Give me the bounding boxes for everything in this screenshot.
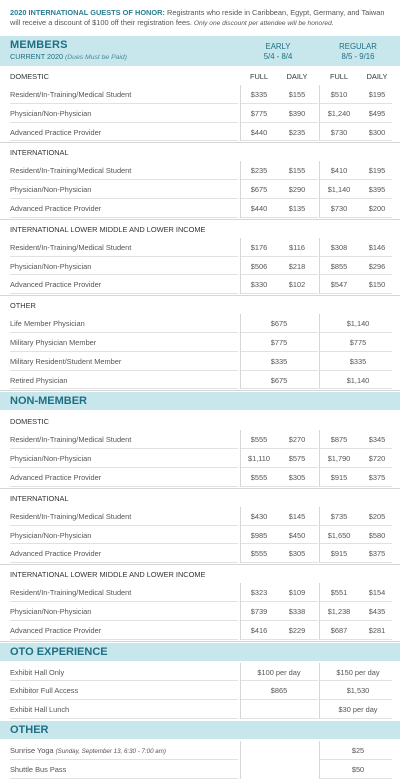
regular-price: $150 per day	[336, 667, 380, 677]
row-label: Military Physician Member	[10, 338, 97, 347]
table-row	[0, 681, 400, 700]
table-row	[0, 430, 400, 449]
table-row	[0, 663, 400, 682]
early-full-price: $555	[250, 549, 268, 559]
early-column-header	[238, 42, 318, 61]
row-divider	[10, 639, 238, 640]
row-label: Advanced Practice Provider	[10, 204, 102, 213]
regular-full-price: $855	[330, 261, 348, 271]
early-daily-price: $575	[288, 454, 306, 464]
category-heading	[0, 143, 400, 161]
regular-column-header	[318, 42, 398, 61]
row-divider	[240, 293, 318, 294]
category-heading	[0, 565, 400, 583]
early-daily-price: $155	[288, 166, 306, 176]
early-price: $775	[270, 338, 288, 347]
row-label	[10, 746, 166, 755]
other-header-title: OTHER	[10, 724, 49, 736]
row-label: Physician/Non-Physician	[10, 108, 92, 118]
regular-full-price: $551	[330, 588, 348, 598]
discount-note: Only one discount per attendee will be honored.	[193, 19, 334, 27]
early-daily-price: $155	[288, 90, 306, 99]
regular-daily-price: $281	[368, 625, 386, 635]
early-full-price: $1,110	[247, 454, 271, 464]
early-price: $675	[270, 319, 288, 329]
regular-daily-price: $200	[368, 204, 386, 213]
early-full-price: $323	[250, 588, 268, 598]
oto-header	[0, 643, 400, 661]
category-heading-label: INTERNATIONAL LOWER MIDDLE AND LOWER INCOME	[10, 570, 206, 580]
regular-full-price: $730	[330, 204, 348, 213]
regular-daily-price: $146	[368, 242, 386, 252]
column-divider	[319, 741, 320, 779]
row-divider	[240, 562, 318, 563]
row-label: Advanced Practice Provider	[10, 473, 102, 482]
regular-full-price: $1,790	[327, 454, 351, 464]
row-label-note: (Sunday, September 13, 6:30 - 7:00 am)	[55, 748, 166, 755]
regular-daily-price: $375	[368, 473, 386, 482]
regular-daily-price: $495	[368, 108, 386, 118]
early-price: $865	[270, 686, 288, 696]
regular-daily-price: $150	[368, 280, 386, 290]
table-row	[0, 449, 400, 468]
row-label: Physician/Non-Physician	[10, 261, 92, 271]
early-price: $100 per day	[257, 667, 301, 677]
early-full-price: $555	[250, 435, 268, 445]
row-label: Exhibit Hall Lunch	[10, 705, 70, 715]
row-label: Advanced Practice Provider	[10, 280, 102, 290]
category-heading-label: INTERNATIONAL	[10, 148, 69, 158]
early-full-price: $440	[250, 204, 268, 213]
early-daily-price: $229	[288, 625, 306, 635]
early-daily-price: $109	[288, 588, 306, 598]
early-price: $675	[270, 375, 288, 385]
column-divider	[240, 583, 241, 639]
table-row	[0, 123, 400, 142]
early-daily-price: $235	[288, 127, 306, 137]
guests-of-honor-note	[10, 8, 392, 28]
category-heading	[0, 489, 400, 507]
early-full-price: $775	[250, 108, 268, 118]
row-label: Retired Physician	[10, 375, 68, 385]
row-divider	[320, 718, 392, 719]
row-label: Advanced Practice Provider	[10, 625, 102, 635]
row-label: Life Member Physician	[10, 319, 85, 329]
row-divider	[10, 778, 238, 779]
column-divider	[240, 430, 241, 486]
early-daily-price: $116	[289, 242, 305, 252]
regular-dates: 8/5 - 9/16	[341, 51, 375, 61]
regular-full-price: $308	[330, 242, 348, 252]
early-full-price: $330	[250, 280, 268, 290]
table-row	[0, 526, 400, 545]
early-daily-price: $102	[288, 280, 306, 290]
regular-daily-price: $580	[368, 530, 386, 540]
row-label: Physician/Non-Physician	[10, 454, 92, 464]
row-label: Exhibitor Full Access	[10, 686, 79, 696]
regular-full-price: $1,140	[327, 185, 351, 195]
category-heading-label: DOMESTIC	[10, 72, 50, 81]
row-label: Physician/Non-Physician	[10, 607, 92, 616]
guests-of-honor-lead: 2020 INTERNATIONAL GUESTS OF HONOR:	[10, 8, 165, 17]
table-row	[0, 700, 400, 719]
table-row	[0, 161, 400, 180]
table-row	[0, 741, 400, 760]
regular-full-price: $915	[330, 473, 348, 482]
row-divider	[320, 217, 392, 218]
category-heading	[0, 67, 400, 85]
table-row	[0, 621, 400, 640]
row-label: Advanced Practice Provider	[10, 127, 102, 137]
table-row	[0, 238, 400, 257]
regular-full-price: $875	[330, 435, 348, 445]
early-full-price: $430	[250, 511, 268, 521]
regular-price: $25	[351, 746, 365, 755]
regular-daily-price: $345	[368, 435, 386, 445]
regular-full-price: $547	[330, 280, 348, 290]
early-daily-price: $450	[288, 530, 306, 540]
column-divider	[240, 663, 241, 719]
section-divider	[0, 641, 400, 642]
row-label: Physician/Non-Physician	[10, 530, 92, 540]
table-row	[0, 257, 400, 276]
table-row	[0, 583, 400, 602]
regular-daily-header: DAILY	[366, 72, 388, 81]
oto-header-title: OTO EXPERIENCE	[10, 645, 108, 658]
table-row	[0, 314, 400, 333]
row-label: Resident/In-Training/Medical Student	[10, 242, 132, 252]
regular-full-price: $1,650	[327, 530, 351, 540]
category-heading-label: INTERNATIONAL	[10, 493, 69, 503]
regular-title: REGULAR	[339, 42, 377, 51]
column-divider	[240, 161, 241, 217]
regular-price: $775	[349, 338, 367, 347]
row-label-text: Sunrise Yoga	[10, 746, 54, 755]
row-label	[10, 765, 66, 774]
table-row	[0, 85, 400, 104]
row-label: Physician/Non-Physician	[10, 185, 92, 195]
regular-daily-price: $205	[368, 511, 386, 521]
table-row	[0, 760, 400, 779]
column-divider	[319, 238, 320, 294]
row-divider	[240, 140, 318, 141]
early-full-price: $555	[250, 473, 268, 482]
regular-full-price: $915	[330, 549, 348, 559]
row-label: Resident/In-Training/Medical Student	[10, 90, 132, 99]
regular-daily-price: $195	[368, 90, 386, 99]
table-row	[0, 180, 400, 199]
row-label-text: Shuttle Bus Pass	[10, 764, 67, 774]
regular-price: $50	[351, 764, 365, 774]
table-row	[0, 333, 400, 352]
column-divider	[319, 507, 320, 563]
early-daily-header: DAILY	[286, 72, 308, 81]
row-label: Resident/In-Training/Medical Student	[10, 588, 132, 598]
early-full-price: $675	[250, 185, 268, 195]
table-row	[0, 371, 400, 390]
row-divider	[320, 293, 392, 294]
regular-price: $1,140	[346, 319, 370, 329]
table-row	[0, 468, 400, 487]
row-label: Advanced Practice Provider	[10, 549, 102, 559]
early-daily-price: $218	[288, 261, 306, 271]
table-row	[0, 275, 400, 294]
row-divider	[10, 718, 238, 719]
other-header	[0, 721, 400, 739]
early-dates: 5/4 - 8/4	[263, 51, 293, 61]
column-divider	[240, 314, 241, 389]
row-label: Military Resident/Student Member	[10, 356, 122, 366]
category-heading	[0, 220, 400, 238]
members-current-label: CURRENT 2020	[10, 52, 63, 61]
row-divider	[320, 639, 392, 640]
table-row	[0, 507, 400, 526]
row-divider	[240, 486, 318, 487]
table-row	[0, 104, 400, 123]
early-full-price: $235	[250, 166, 268, 176]
guests-of-honor-text: Registrants who reside in Caribbean, Egypt, Germany, and Taiwan will receive a discount of $100 off their registration fees.	[10, 8, 385, 27]
table-row	[0, 352, 400, 371]
column-divider	[319, 161, 320, 217]
column-divider	[240, 85, 241, 141]
early-daily-price: $270	[288, 435, 306, 445]
regular-full-price: $1,240	[327, 108, 351, 118]
column-divider	[319, 314, 320, 389]
regular-daily-price: $300	[368, 127, 386, 137]
early-daily-price: $338	[288, 607, 306, 616]
row-divider	[240, 639, 318, 640]
row-divider	[320, 486, 392, 487]
table-row	[0, 544, 400, 563]
row-divider	[240, 217, 318, 218]
regular-price: $1,530	[346, 686, 370, 696]
early-full-price: $440	[250, 127, 268, 137]
row-divider	[320, 388, 392, 389]
early-full-price: $416	[250, 625, 268, 635]
regular-daily-price: $154	[368, 588, 386, 598]
category-heading	[0, 296, 400, 314]
early-daily-price: $145	[288, 511, 306, 521]
early-daily-price: $135	[288, 204, 306, 213]
regular-full-price: $510	[330, 90, 348, 99]
members-subtitle	[10, 52, 127, 61]
members-dues-note: (Dues Must be Paid)	[65, 54, 127, 61]
row-divider	[240, 388, 318, 389]
regular-price: $30 per day	[338, 705, 378, 715]
regular-full-price: $1,238	[327, 607, 351, 616]
regular-daily-price: $375	[368, 549, 386, 559]
row-divider	[10, 140, 238, 141]
members-title: MEMBERS	[10, 39, 68, 51]
regular-daily-price: $296	[368, 261, 386, 271]
early-daily-price: $305	[288, 473, 306, 482]
regular-price: $335	[349, 356, 367, 366]
early-daily-price: $290	[288, 185, 306, 195]
regular-full-price: $735	[330, 511, 348, 521]
category-heading	[0, 412, 400, 430]
column-divider	[240, 741, 241, 779]
row-divider	[320, 562, 392, 563]
category-heading-label: OTHER	[10, 301, 36, 311]
column-divider	[319, 663, 320, 719]
category-heading-label: INTERNATIONAL LOWER MIDDLE AND LOWER INCOME	[10, 224, 206, 234]
table-row	[0, 602, 400, 621]
row-label: Resident/In-Training/Medical Student	[10, 166, 132, 176]
early-daily-price: $390	[288, 108, 306, 118]
row-divider	[10, 293, 238, 294]
nonmember-header-title: NON-MEMBER	[10, 395, 87, 408]
row-label: Resident/In-Training/Medical Student	[10, 435, 132, 445]
row-divider	[240, 718, 318, 719]
row-divider	[10, 486, 238, 487]
regular-daily-price: $435	[368, 607, 386, 616]
regular-full-price: $410	[330, 166, 348, 176]
regular-daily-price: $195	[368, 166, 386, 176]
column-divider	[319, 430, 320, 486]
early-full-price: $335	[250, 90, 268, 99]
early-full-price: $739	[250, 607, 268, 616]
row-label: Exhibit Hall Only	[10, 667, 65, 677]
row-divider	[10, 217, 238, 218]
column-divider	[240, 238, 241, 294]
early-full-header: FULL	[249, 72, 269, 81]
early-full-price: $985	[250, 530, 268, 540]
members-header	[0, 36, 400, 66]
regular-daily-price: $395	[368, 185, 386, 195]
column-divider	[319, 85, 320, 141]
regular-price: $1,140	[346, 375, 370, 385]
row-divider	[10, 388, 238, 389]
row-divider	[10, 562, 238, 563]
row-divider	[320, 778, 392, 779]
early-full-price: $176	[250, 242, 268, 252]
column-divider	[240, 507, 241, 563]
nonmember-header	[0, 392, 400, 410]
regular-full-price: $687	[330, 625, 348, 635]
regular-full-price: $730	[330, 127, 348, 137]
row-label: Resident/In-Training/Medical Student	[10, 511, 132, 521]
category-heading-label: DOMESTIC	[10, 417, 50, 427]
regular-full-header: FULL	[329, 72, 349, 81]
early-price: $335	[270, 356, 288, 366]
row-divider	[320, 140, 392, 141]
section-divider	[0, 390, 400, 391]
column-divider	[319, 583, 320, 639]
early-daily-price: $305	[288, 549, 306, 559]
table-row	[0, 199, 400, 218]
early-full-price: $506	[250, 261, 268, 271]
regular-daily-price: $720	[368, 454, 386, 464]
early-title: EARLY	[265, 42, 291, 51]
